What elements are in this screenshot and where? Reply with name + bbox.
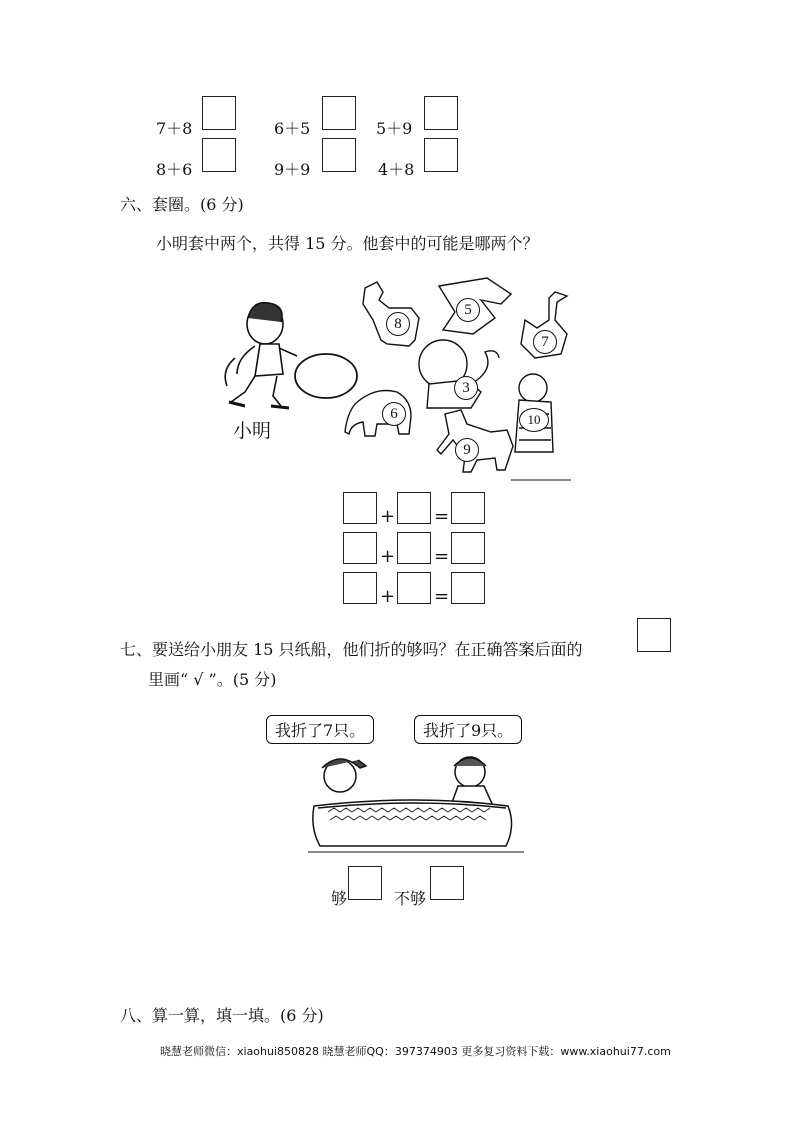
- section8-heading: 八、算一算，填一填。(6 分): [120, 1006, 324, 1025]
- addend-box[interactable]: [343, 532, 377, 564]
- option-not-enough-box[interactable]: [430, 866, 464, 900]
- sum-box[interactable]: [451, 492, 485, 524]
- equals-sign: =: [434, 586, 450, 607]
- horse-score: 9: [455, 438, 479, 462]
- ring-toss-drawing: [215, 274, 580, 484]
- plus-sign: +: [380, 506, 396, 527]
- sum-box[interactable]: [451, 572, 485, 604]
- drill-item: 9＋9: [274, 160, 311, 179]
- elephant-score: 6: [382, 402, 406, 426]
- section7-heading-cont: 里画“ √ ”。(5 分): [148, 670, 277, 689]
- drill-item: 4＋8: [378, 160, 415, 179]
- sample-answer-box: [637, 618, 671, 652]
- drill-item: 7＋8: [156, 119, 193, 138]
- section7-heading: 七、要送给小朋友 15 只纸船，他们折的够吗？在正确答案后面的: [120, 640, 583, 659]
- plus-sign: +: [380, 546, 396, 567]
- ring-shape: [295, 354, 357, 398]
- drill-item: 8＋6: [156, 160, 193, 179]
- sum-box[interactable]: [451, 532, 485, 564]
- answer-box[interactable]: [424, 138, 458, 172]
- speech-bubble-left: 我折了7只。: [266, 715, 374, 744]
- answer-box[interactable]: [424, 96, 458, 130]
- answer-box[interactable]: [202, 96, 236, 130]
- goat-score: 8: [386, 312, 410, 336]
- answer-box[interactable]: [202, 138, 236, 172]
- option-not-enough-label: 不够: [394, 889, 427, 908]
- equals-sign: =: [434, 546, 450, 567]
- tiger-score: 10: [519, 408, 549, 432]
- goose-score: 7: [533, 330, 557, 354]
- speech-bubble-right: 我折了9只。: [414, 715, 522, 744]
- answer-box[interactable]: [322, 96, 356, 130]
- addend-box[interactable]: [397, 572, 431, 604]
- drill-item: 5＋9: [376, 119, 413, 138]
- section6-question: 小明套中两个，共得 15 分。他套中的可能是哪两个？: [156, 234, 539, 253]
- addend-box[interactable]: [343, 572, 377, 604]
- section6-heading: 六、套圈。(6 分): [120, 195, 244, 214]
- boy-label: 小明: [233, 420, 272, 442]
- drill-item: 6＋5: [274, 119, 311, 138]
- ring-toss-illustration: [215, 274, 580, 484]
- addend-box[interactable]: [397, 532, 431, 564]
- option-enough-box[interactable]: [348, 866, 382, 900]
- option-enough-label: 够: [331, 889, 348, 908]
- addend-box[interactable]: [397, 492, 431, 524]
- boy-figure: [225, 303, 297, 408]
- footer-contact: 晓慧老师微信：xiaohui850828 晓慧老师QQ：397374903 更多复习资料下载：www.xiaohui77.com: [160, 1045, 671, 1058]
- bird-score: 5: [456, 298, 480, 322]
- addend-box[interactable]: [343, 492, 377, 524]
- answer-box[interactable]: [322, 138, 356, 172]
- lion-score: 3: [454, 376, 478, 400]
- equals-sign: =: [434, 506, 450, 527]
- plus-sign: +: [380, 586, 396, 607]
